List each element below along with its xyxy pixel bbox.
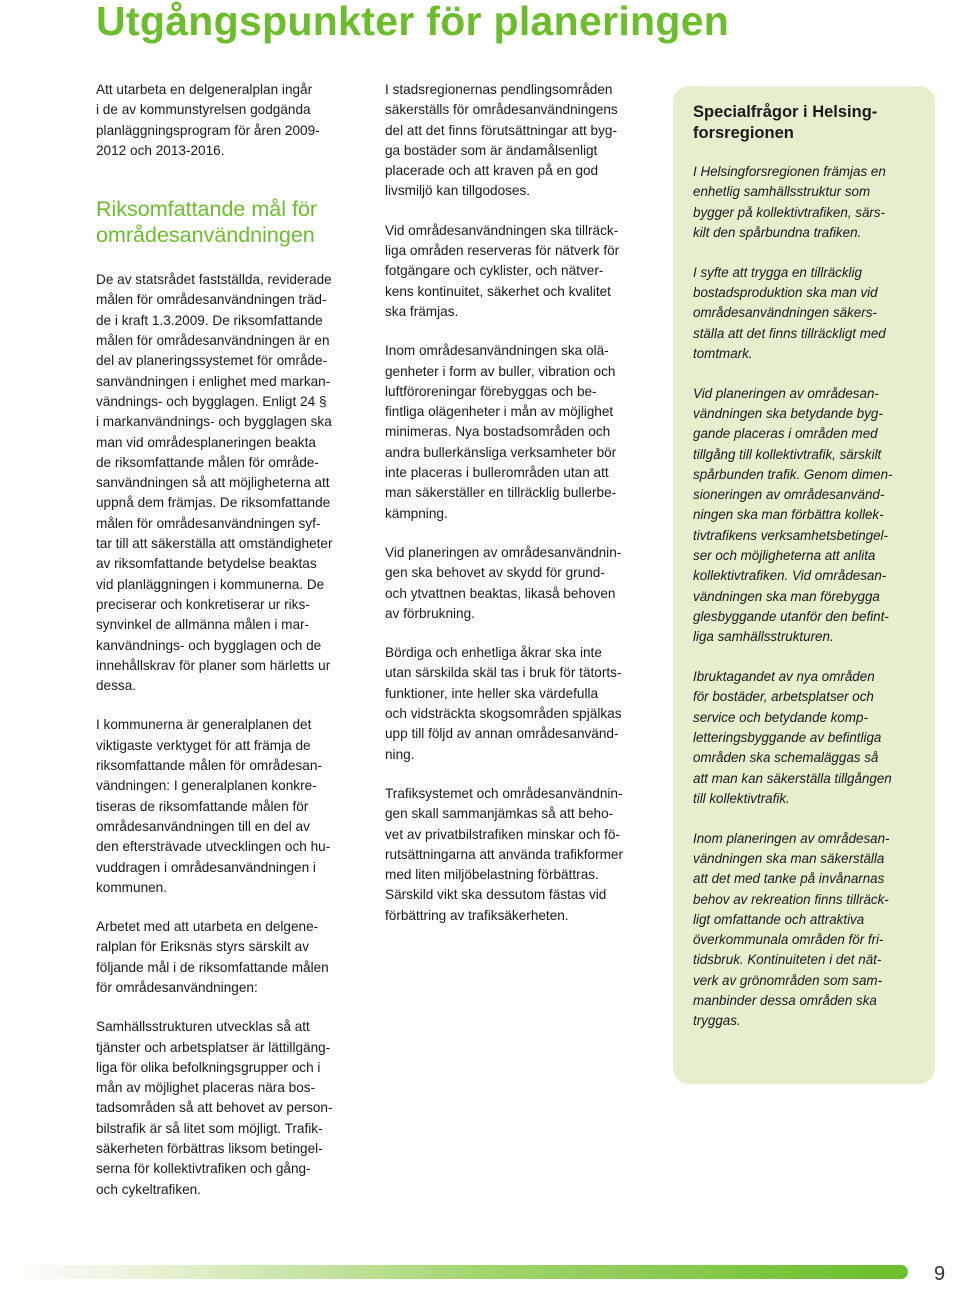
- sidebar-box: [673, 86, 935, 1084]
- body-paragraph: Inom områdesanvändningen ska olä- genheter i form av buller, vibration och luftföroreningar förebyggas och be- fintliga olägenheter i mån av möjlighet minimeras. Nya bostadsområden och andra bullerkänsliga verksamheter bör inte placeras i bullerområden utan att man säkerställer en tillräcklig bullerbe- kämpning.: [385, 343, 617, 521]
- body-paragraph: I stadsregionernas pendlingsområden säkerställs för områdesanvändningens del att det finns förutsättningar att byg- ga bostäder som är ändamålsenligt placerade och att kraven på en god livsmiljö kan tillgodoses.: [385, 82, 618, 199]
- intro-paragraph: Att utarbeta en delgeneralplan ingår i de av kommunstyrelsen godgända planläggningsprogram för åren 2009- 2012 och 2013-2016.: [96, 82, 320, 158]
- page-number: 9: [934, 1263, 946, 1285]
- sidebar-heading: Specialfrågor i Helsing- forsregionen: [693, 103, 878, 142]
- sidebar-paragraph: I Helsingforsregionen främjas en enhetlig samhällsstruktur som bygger på kollektivtrafiken, särs- kilt den spårbundna trafiken.: [693, 164, 886, 240]
- sidebar-paragraph: Ibruktagandet av nya områden för bostäder, arbetsplatser och service och betydande komp- letteringsbyggande av befintliga områden ska schemaläggas så att man kan säkerställa tillgången till kollektivtrafik.: [693, 669, 892, 806]
- text-column-middle: [385, 80, 655, 945]
- text-column-left: [96, 80, 366, 1219]
- body-paragraph: De av statsrådet fastställda, reviderade målen för områdesanvändningen träd- de i kraft 1.3.2009. De riksomfattande målen för områdesanvändningen är en del av planeringssystemet för område- sanvändningen i enlighet med markan- vändnings- och bygglagen. Enligt 24 § i markanvändnings- och bygglagen ska man vid områdesplaneringen beakta de riksomfattande målen för område- sanvändningen så att möjligheterna att uppnå dem främjas. De riksomfattande målen för områdesanvändningen syf- tar till att säkerställa att omständigheter av riksomfattande betydelse beaktas vid planläggningen i kommunerna. De preciserar och konkretiserar ur riks- synvinkel de allmänna målen i mar- kanvändnings- och bygglagen och de innehållskrav för planer som härletts ur dessa.: [96, 272, 333, 694]
- body-paragraph: Vid områdesanvändningen ska tillräck- liga områden reserveras för nätverk för fotgängare och cyklister, och nätver- kens kontinuitet, säkerhet och kvalitet ska främjas.: [385, 222, 620, 319]
- body-paragraph: Samhällsstrukturen utvecklas så att tjänster och arbetsplatser är lättillgäng- liga för olika befolkningsgrupper och i mån av möjlighet placeras nära bos- tadsområden så att behovet av person- bilstrafik är så litet som möjligt. Trafik- säkerheten förbättras liksom betingel- serna för kollektivtrafiken och gång- och cykeltrafiken.: [96, 1019, 333, 1197]
- footer-bar: [0, 1265, 908, 1279]
- sidebar-paragraph: Inom planeringen av områdesan- vändningen ska man säkerställa att det med tanke på invånarnas behov av rekreation finns tillräck- ligt omfattande och attraktiva överkommunala områden för fri- tidsbruk. Kontinuiteten i det nät- verk av grönområden som sam- manbinder dessa områden ska tryggas.: [693, 830, 890, 1029]
- body-paragraph: Bördiga och enhetliga åkrar ska inte utan särskilda skäl tas i bruk för tätorts- funktioner, inte heller ska värdefulla och vidsträckta skogsområden spjälkas upp till följd av annan områdesanvänd- ning.: [385, 645, 622, 762]
- body-paragraph: Arbetet med att utarbeta en delgene- ralplan för Eriksnäs styrs särskilt av följande mål i de riksomfattande målen för områdesanvändningen:: [96, 919, 329, 995]
- body-paragraph: Vid planeringen av områdesanvändnin- gen ska behovet av skydd för grund- och ytvattnen beaktas, likaså behoven av förbrukning.: [385, 544, 622, 621]
- body-paragraph: Trafiksystemet och områdesanvändnin- gen skall sammanjämkas så att beho- vet av privatbilstrafiken minskar och fö- rutsättningarna att använda trafikformer med liten miljöbelastning förbättras. Särskild vikt ska dessutom fästas vid förbättring av trafiksäkerheten.: [385, 785, 624, 923]
- sidebar-paragraph: I syfte att trygga en tillräcklig bostadsproduktion ska man vid områdesanvändningen säkers- ställa att det finns tillräckligt med tomtmark.: [693, 264, 886, 361]
- section-heading: Riksomfattande mål för områdesanvändningen: [96, 197, 318, 248]
- page-title: Utgångspunkter för planeringen: [96, 0, 730, 44]
- body-paragraph: I kommunerna är generalplanen det viktigaste verktyget för att främja de riksomfattande målen för områdesan- vändningen: I generalplanen konkre- tiseras de riksomfattande målen för områdesanvändningen till en del av den eftersträvade utvecklingen och hu- vuddragen i områdesanvändningen i kommunen.: [96, 717, 331, 895]
- sidebar-paragraph: Vid planeringen av områdesan- vändningen ska betydande byg- gande placeras i områden med tillgång till kollektivtrafik, särskilt spårbunden trafik. Genom dimen- sioneringen av områdesanvänd- ningen ska man förbättra kollek- tivtrafikens verksamhetsbetingel- ser och möjligheterna att anlita kollektivtrafiken. Vid områdesan- vändningen ska man förebygga glesbyggande utanför den befint- liga samhällsstrukturen.: [693, 385, 893, 645]
